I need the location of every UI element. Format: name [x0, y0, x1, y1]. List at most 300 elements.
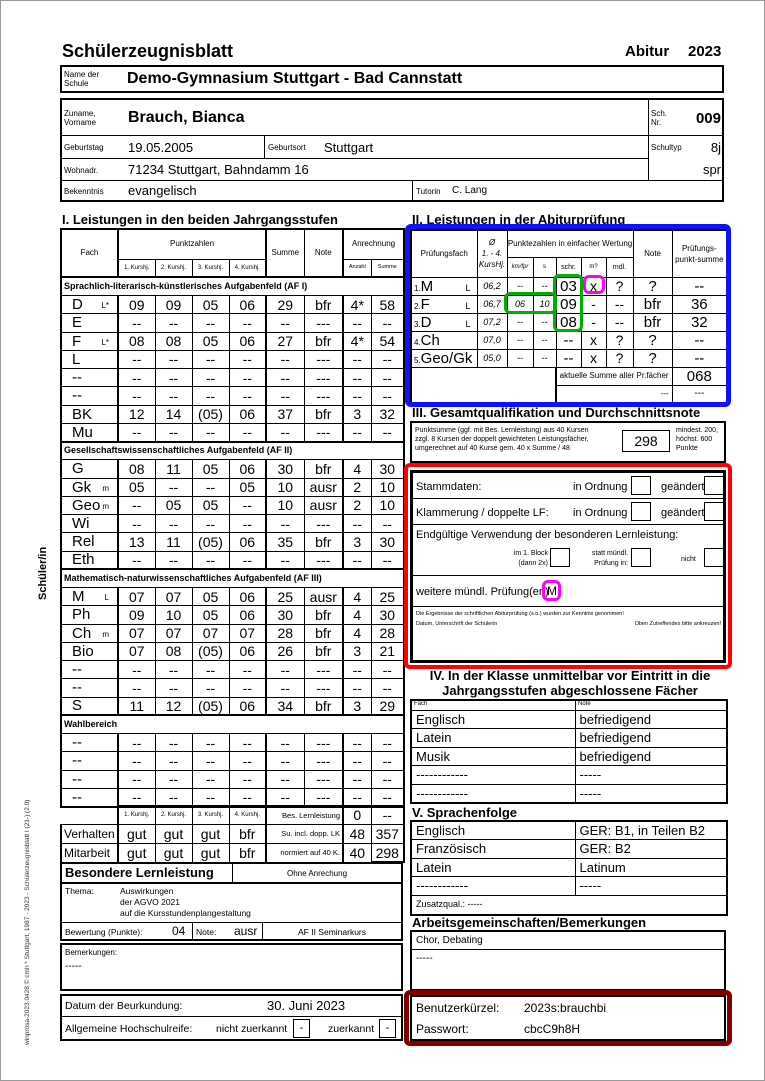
not-granted-checkbox[interactable]: -: [293, 1019, 310, 1038]
extra-label: ---: [556, 385, 672, 403]
cell-k3: --: [192, 734, 229, 752]
exam-number: 5.: [414, 355, 421, 365]
subject-cell: [61, 314, 118, 332]
exam-year: 2023: [688, 43, 722, 60]
ag-line-2: -----: [416, 953, 433, 964]
section4-table: [410, 699, 728, 804]
cell-note: ---: [304, 314, 343, 332]
cell-k2: --: [155, 515, 192, 533]
subject-name: Bio: [72, 642, 94, 660]
cell-k4: 06: [229, 405, 266, 423]
cell-anzahl: --: [343, 679, 371, 697]
section5-table: [410, 820, 728, 916]
course-mark: m: [102, 629, 109, 639]
table-row: [61, 551, 404, 569]
bll-note-label: Note:: [196, 927, 217, 937]
address: 71234 Stuttgart, Bahndamm 16: [128, 162, 309, 177]
cell-anr-summe: --: [371, 679, 404, 697]
cell-s: --: [533, 277, 556, 295]
cell-k3: --: [192, 770, 229, 788]
cell-k1: 09: [118, 296, 155, 314]
col-anr-summe: Summe: [371, 259, 404, 277]
subject-cell: [61, 624, 118, 642]
cell-anzahl: 4*: [343, 296, 371, 314]
subject-name: --: [72, 679, 82, 697]
footer-sum: --: [371, 806, 404, 824]
cell-k4: --: [229, 770, 266, 788]
table-row: [61, 369, 404, 387]
exam-number: 1.: [414, 283, 421, 293]
cell-summe: 26: [266, 642, 304, 660]
cell-k3: (05): [192, 697, 229, 715]
footer-desc: Su. incl. dopp. LK: [266, 824, 343, 843]
footer-term: gut: [118, 843, 155, 862]
cell-note: ?: [633, 277, 672, 295]
cell-summe: --: [266, 387, 304, 405]
tutor: C. Lang: [452, 185, 488, 196]
cell-anzahl: 4*: [343, 332, 371, 350]
remarks-value: -----: [65, 961, 82, 972]
pw-label: Passwort:: [416, 1022, 469, 1036]
cell-anr-summe: --: [371, 788, 404, 806]
grade-cell: befriedigend: [575, 710, 727, 729]
cell-k1: --: [118, 734, 155, 752]
cell-summe: 29: [266, 296, 304, 314]
cell-anr-summe: 29: [371, 697, 404, 715]
subject-cell: [61, 387, 118, 405]
cell-note: ---: [304, 515, 343, 533]
bll-thema: [120, 886, 251, 919]
cell-anzahl: 4: [343, 460, 371, 478]
cell-note: bfr: [304, 460, 343, 478]
cell-k3: 05: [192, 332, 229, 350]
col-schr: schr.: [556, 257, 581, 277]
cell-pps: 36: [672, 295, 727, 313]
group-header: [61, 569, 404, 587]
school-label-1: Name der: [64, 70, 100, 79]
cell-anzahl: 2: [343, 496, 371, 514]
cell-k1: --: [118, 770, 155, 788]
cell-summe: 25: [266, 588, 304, 606]
cell-anr-summe: 30: [371, 460, 404, 478]
cell-summe: --: [266, 350, 304, 368]
cell-k3: (05): [192, 642, 229, 660]
cell-anr-summe: 54: [371, 332, 404, 350]
text-line: höchst. 600: [676, 436, 713, 443]
cell-k3: 07: [192, 624, 229, 642]
text-line: Punkte: [676, 445, 698, 452]
stammdaten-changed-label: geändert: [661, 481, 705, 493]
cell-k3: 05: [192, 496, 229, 514]
table-row: [61, 606, 404, 624]
cell-anzahl: 4: [343, 606, 371, 624]
stammdaten-ok-label: in Ordnung: [573, 481, 628, 493]
cell-m: x: [581, 277, 606, 295]
ag-title: Arbeitsgemeinschaften/Bemerkungen: [412, 915, 647, 930]
note-2: Datum, Unterschrift der Schülerin: [416, 621, 498, 627]
subject-name: F: [72, 332, 82, 350]
ag-box: [410, 930, 726, 991]
cell-kmfpr: --: [507, 331, 533, 349]
student-box: [60, 98, 724, 202]
cell-note: ---: [304, 387, 343, 405]
cell-mdl: --: [606, 295, 633, 313]
bll-feld: AF II Seminarkurs: [297, 927, 367, 937]
cell-anzahl: --: [343, 551, 371, 569]
cell-summe: --: [266, 551, 304, 569]
endg-label: Endgültige Verwendung der besonderen Lernleistung:: [416, 529, 679, 541]
side-label: Schüler/in: [37, 546, 49, 600]
subject-cell: Latein: [411, 729, 575, 748]
exam-subject: Ch: [420, 331, 440, 349]
avg-line: Ø: [488, 238, 496, 248]
cell-note: ---: [304, 423, 343, 441]
cell-k2: --: [155, 770, 192, 788]
cell-avg: 05,0: [477, 349, 507, 367]
title-line: Jahrgangsstufen abgeschlossene Fächer: [442, 683, 698, 698]
cell-k4: --: [229, 515, 266, 533]
cell-k1: --: [118, 314, 155, 332]
birthplace: Stuttgart: [324, 140, 374, 155]
col-kmfpr: km/fpr: [507, 257, 533, 277]
section4-title: [412, 668, 728, 698]
cell-k3: --: [192, 478, 229, 496]
school-box: [60, 65, 724, 93]
table-row: [61, 697, 404, 715]
cell-k2: --: [155, 752, 192, 770]
cell-pps: --: [672, 331, 727, 349]
cell-anr-summe: 58: [371, 296, 404, 314]
cell-k3: (05): [192, 405, 229, 423]
ahr-label: Allgemeine Hochschulreife:: [65, 1023, 193, 1035]
subject-name: BK: [72, 405, 93, 423]
group-title: Gesellschaftswissenschaftliches Aufgabenfeld (AF II): [61, 442, 404, 460]
subject-cell: [61, 752, 118, 770]
cell-k4: --: [229, 752, 266, 770]
cell-k2: 09: [155, 296, 192, 314]
tutor-label: Tutorin: [416, 187, 441, 196]
footer-term: gut: [192, 824, 229, 843]
cell-k3: --: [192, 551, 229, 569]
cell-k1: 07: [118, 624, 155, 642]
list-row: [411, 710, 727, 729]
footer-count: 48: [343, 824, 371, 843]
grade-cell: -----: [575, 766, 727, 785]
table-row: [61, 770, 404, 788]
subject-name: --: [72, 369, 82, 387]
subject-cell: [61, 460, 118, 478]
bll-thema-label: Thema:: [65, 886, 94, 896]
footer-label: Mitarbeit: [61, 843, 118, 862]
granted-label: zuerkannt: [328, 1023, 375, 1035]
footer-label: Verhalten: [61, 824, 118, 843]
footer-term: 1. Kurshj.: [118, 806, 155, 824]
grades-footer-table: [60, 805, 405, 863]
exam-number: 4.: [414, 337, 421, 347]
cell-summe: 35: [266, 533, 304, 551]
oral-highlight-green: [504, 292, 557, 314]
cell-k2: --: [155, 679, 192, 697]
bll-title: Besondere Lernleistung: [65, 865, 214, 880]
subject-cell: [61, 551, 118, 569]
col-summe: Summe: [266, 229, 304, 277]
course-mark: L*: [101, 301, 109, 311]
cell-m: -: [581, 295, 606, 313]
bll-bewertung-label: Bewertung (Punkte):: [65, 927, 143, 937]
school-name: Demo-Gymnasium Stuttgart - Bad Cannstatt: [127, 70, 463, 87]
cell-anzahl: --: [343, 350, 371, 368]
grade-cell: GER: B1, in Teilen B2: [575, 821, 727, 840]
group-header: [61, 442, 404, 460]
cell-k2: 07: [155, 624, 192, 642]
granted-checkbox[interactable]: -: [379, 1019, 396, 1038]
footer-term: 3. Kurshj.: [192, 806, 229, 824]
subject-cell: [61, 788, 118, 806]
schooltype-label: Schultyp: [651, 143, 682, 152]
student-name: Brauch, Bianca: [128, 109, 245, 126]
sum-value: 068: [672, 367, 727, 385]
schooltype-1: 8j: [710, 140, 721, 155]
cell-k4: 06: [229, 296, 266, 314]
footer-sum: 357: [371, 824, 404, 843]
subject-name: --: [72, 387, 82, 405]
birthday-label: Geburtstag: [64, 143, 104, 152]
avg-line: 1. - 4.: [481, 249, 503, 259]
subject-name: --: [72, 770, 82, 788]
subject-cell: [61, 533, 118, 551]
cell-anr-summe: 10: [371, 478, 404, 496]
cell-k1: --: [118, 788, 155, 806]
remarks-label: Bemerkungen:: [65, 948, 118, 957]
table-row: [61, 752, 404, 770]
cell-summe: --: [266, 369, 304, 387]
subject-name: --: [72, 734, 82, 752]
note-3: Oben Zutreffendes bitte ankreuzen!: [634, 621, 721, 627]
cell-mdl: ?: [606, 331, 633, 349]
cell-avg: 06,2: [477, 277, 507, 295]
cell-note: bfr: [633, 295, 672, 313]
cell-k1: 05: [118, 478, 155, 496]
cell-k3: 05: [192, 588, 229, 606]
cell-k3: 05: [192, 296, 229, 314]
confirm-highlight-red: [404, 463, 732, 669]
cell-note: bfr: [304, 697, 343, 715]
list-row: [411, 858, 727, 877]
cell-mdl: ?: [606, 349, 633, 367]
grade-cell: -----: [575, 784, 727, 803]
cell-k4: 06: [229, 460, 266, 478]
cell-summe: --: [266, 661, 304, 679]
cell-k4: 06: [229, 642, 266, 660]
cell-s: --: [533, 313, 556, 331]
subject-cell: ------------: [411, 766, 575, 785]
subject-name: M: [72, 588, 85, 606]
cell-k4: --: [229, 551, 266, 569]
cell-anzahl: 4: [343, 624, 371, 642]
group-title: Sprachlich-literarisch-künstlerisches Aufgabenfeld (AF I): [61, 277, 404, 295]
cell-anr-summe: 28: [371, 624, 404, 642]
cell-k1: --: [118, 752, 155, 770]
subject-name: --: [72, 661, 82, 679]
cell-anr-summe: --: [371, 661, 404, 679]
col-anrechnung: Anrechnung: [343, 229, 404, 259]
cell-k1: --: [118, 551, 155, 569]
bll-thema-line: auf die Kursstundenplangestaltung: [120, 908, 251, 918]
cell-summe: --: [266, 679, 304, 697]
cell-kmfpr: --: [507, 349, 533, 367]
section1-title: I. Leistungen in den beiden Jahrgangsstufen: [62, 212, 338, 227]
col-pps: Prüfungs-punkt-summe: [672, 230, 727, 277]
cell-k2: --: [155, 551, 192, 569]
zusatz-cell: Zusatzqual.: -----: [411, 895, 727, 915]
cell-anr-summe: --: [371, 387, 404, 405]
cell-note: ?: [633, 349, 672, 367]
footer-term: bfr: [229, 843, 266, 862]
cell-anr-summe: 30: [371, 533, 404, 551]
table-row: [61, 679, 404, 697]
cell-anzahl: 3: [343, 642, 371, 660]
cell-avg: 06,7: [477, 295, 507, 313]
cell-k3: --: [192, 788, 229, 806]
course-mark: L: [104, 593, 109, 603]
cell-k4: --: [229, 734, 266, 752]
subject-name: --: [72, 752, 82, 770]
cell-k2: 11: [155, 533, 192, 551]
date-value: 30. Juni 2023: [267, 998, 346, 1013]
cell-k4: --: [229, 496, 266, 514]
bll-box: [60, 862, 403, 941]
cell-note: ---: [304, 788, 343, 806]
footer-term: gut: [118, 824, 155, 843]
footer-desc: Bes. Lernleistung: [266, 806, 343, 824]
table-row: [61, 515, 404, 533]
total-points: 298: [622, 430, 670, 452]
cell-mdl: ?: [606, 277, 633, 295]
cell-m: -: [581, 313, 606, 331]
col-fach: Fach: [61, 229, 118, 277]
subject-name: G: [72, 460, 84, 478]
cell-note: bfr: [304, 296, 343, 314]
footer-row: [61, 843, 404, 862]
subject-cell: [61, 350, 118, 368]
cell-k2: 11: [155, 460, 192, 478]
subject-cell: [61, 588, 118, 606]
cell-note: ausr: [304, 496, 343, 514]
bll-thema-line: der AGVO 2021: [120, 897, 181, 907]
subject-name: Wi: [72, 515, 90, 533]
cell-kmfpr: --: [507, 313, 533, 331]
cell-anzahl: --: [343, 423, 371, 441]
footer-term: 4. Kurshj.: [229, 806, 266, 824]
cell-summe: 27: [266, 332, 304, 350]
col-anzahl: Anzahl: [343, 259, 371, 277]
cell-k2: --: [155, 314, 192, 332]
table-row: [61, 788, 404, 806]
col-k2: 2. Kurshj.: [155, 259, 192, 277]
cell-k2: --: [155, 734, 192, 752]
title-line: IV. In der Klasse unmittelbar vor Eintritt in die: [429, 668, 711, 683]
cell-k4: 06: [229, 332, 266, 350]
subject-name: S: [72, 697, 83, 715]
table-row: [61, 624, 404, 642]
cell-pps: --: [672, 277, 727, 295]
cell-summe: --: [266, 734, 304, 752]
subject-cell: [61, 606, 118, 624]
nr-label-1: Sch.: [651, 109, 668, 118]
subject-cell: [61, 332, 118, 350]
cell-k1: 08: [118, 460, 155, 478]
cell-k2: 05: [155, 496, 192, 514]
cell-anzahl: --: [343, 734, 371, 752]
cell-avg: 07,2: [477, 313, 507, 331]
subject-cell: [61, 697, 118, 715]
weitere-label: weitere mündl. Prüfung(en): [416, 586, 549, 598]
grade-cell: GER: B2: [575, 840, 727, 859]
subject-cell: [61, 515, 118, 533]
grades-table: [60, 228, 405, 808]
cell-m: x: [581, 349, 606, 367]
subject-cell: Englisch: [411, 821, 575, 840]
text-line: zzgl. 8 Kursen der doppelt gewichteten Leistungsfächer,: [415, 436, 589, 443]
exam-subject: F: [420, 295, 430, 313]
cell-anr-summe: 21: [371, 642, 404, 660]
cell-s: --: [533, 331, 556, 349]
cell-k2: 12: [155, 697, 192, 715]
cell-summe: 28: [266, 624, 304, 642]
cell-k3: --: [192, 387, 229, 405]
pw-value: cbcC9h8H: [524, 1022, 581, 1036]
cell-k3: (05): [192, 533, 229, 551]
footer-note: winprosa-2023.0428 © cmh * Stuttgart, 1987 - 2023 - Schülerzeugnisblatt I (21-) (2.0): [24, 799, 31, 1045]
group-title: Wahlbereich: [61, 715, 404, 733]
group-header: [61, 715, 404, 733]
cell-schr: 03: [556, 277, 581, 295]
cell-note: ?: [633, 331, 672, 349]
cell-k4: --: [229, 350, 266, 368]
cell-schr: --: [556, 331, 581, 349]
cell-anzahl: 3: [343, 405, 371, 423]
course-mark: m: [102, 501, 109, 511]
date-label: Datum der Beurkundung:: [65, 1000, 183, 1012]
cell-anr-summe: --: [371, 734, 404, 752]
footer-term: gut: [155, 843, 192, 862]
cell-note: ---: [304, 369, 343, 387]
cell-k4: --: [229, 387, 266, 405]
cell-k2: --: [155, 387, 192, 405]
subject-cell: [61, 679, 118, 697]
cell-anzahl: --: [343, 661, 371, 679]
list-row: [411, 784, 727, 803]
table-row: [61, 296, 404, 314]
cell-k3: --: [192, 423, 229, 441]
cell-s: --: [533, 349, 556, 367]
course-mark: L*: [101, 337, 109, 347]
section3-title: III. Gesamtqualifikation und Durchschnittsnote: [412, 405, 701, 420]
nr-label-2: Nr.: [651, 118, 662, 127]
cell-k1: 07: [118, 588, 155, 606]
grade-cell: -----: [575, 877, 727, 896]
cell-anzahl: --: [343, 387, 371, 405]
footer-row: [61, 806, 404, 824]
cell-k3: --: [192, 679, 229, 697]
section2-title: II. Leistungen in der Abiturprüfung: [412, 212, 626, 227]
col-s: s: [533, 257, 556, 277]
weitere-highlight-magenta: [542, 580, 561, 601]
footer-term: bfr: [229, 824, 266, 843]
text-line: umgerechnet auf 40 Kurse gem. 40 x Summe / 48: [415, 445, 570, 452]
cell-anzahl: 3: [343, 533, 371, 551]
subject-name: D: [72, 296, 83, 314]
